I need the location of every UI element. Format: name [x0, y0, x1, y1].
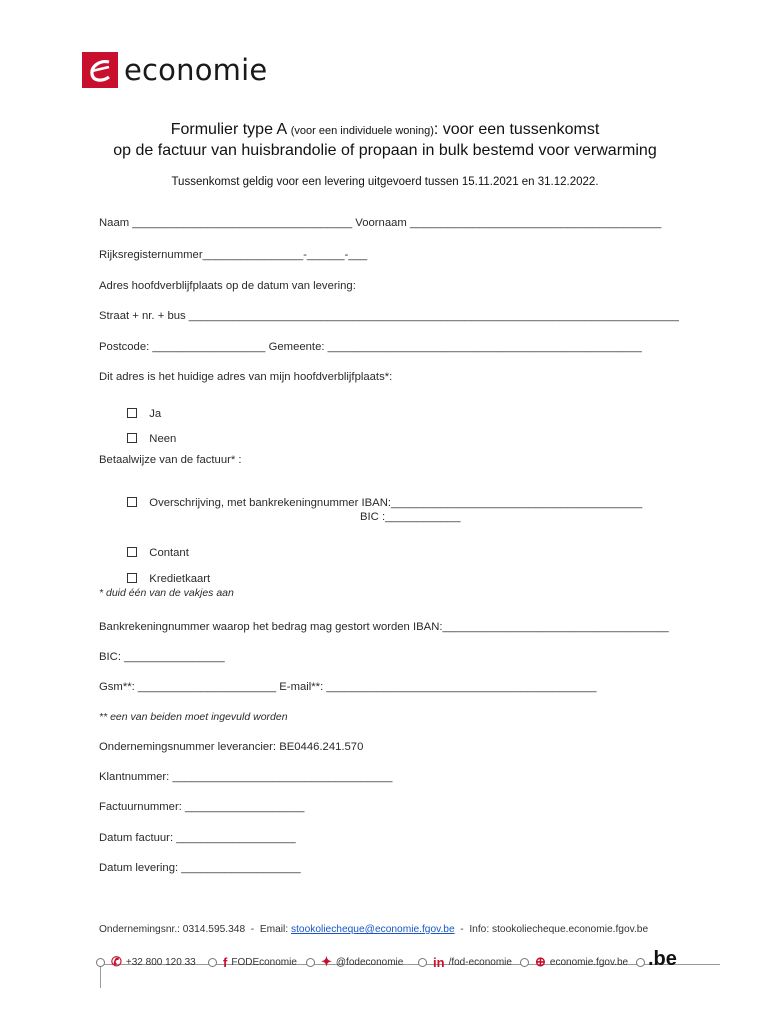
option-contant[interactable]	[121, 535, 189, 559]
phone-icon: ✆	[111, 954, 122, 969]
footer-website-text: economie.fgov.be	[549, 956, 629, 968]
bic-inline-field[interactable]: BIC :____________	[360, 511, 461, 523]
footer-dot	[306, 958, 315, 967]
footer-facebook[interactable]	[208, 952, 297, 972]
bic-field[interactable]: BIC: ________________	[99, 651, 225, 663]
checkbox-neen[interactable]	[127, 433, 137, 443]
title-small: (voor een individuele woning)	[290, 125, 434, 137]
be-logo: .be	[648, 948, 677, 970]
note-one-box: * duid één van de vakjes aan	[99, 587, 234, 599]
option-neen-label: Neen	[149, 433, 177, 445]
postcode-gemeente-field[interactable]: Postcode: __________________ Gemeente: __________________________________________________	[99, 341, 642, 353]
footer-linkedin[interactable]	[418, 952, 512, 972]
economie-logo-mark	[82, 52, 118, 88]
klantnummer-field[interactable]: Klantnummer: ___________________________________	[99, 771, 393, 783]
footer-website[interactable]	[520, 952, 628, 972]
title-rest: : voor een tussenkomst	[433, 121, 600, 138]
footer-facebook-text: FODEconomie	[231, 956, 297, 968]
footer-linkedin-text: /fod-economie	[448, 956, 512, 968]
bankrekening-field[interactable]: Bankrekeningnummer waarop het bedrag mag gestort worden IBAN:____________________________________	[99, 621, 669, 633]
checkbox-contant[interactable]	[127, 547, 137, 557]
title-main: Formulier type A	[170, 121, 291, 138]
ondernemingsnummer-text: Ondernemingsnummer leverancier: BE0446.241.570	[99, 741, 364, 753]
footer-dot	[418, 958, 427, 967]
option-kredietkaart-label: Kredietkaart	[149, 573, 211, 585]
checkbox-overschrijving[interactable]	[127, 497, 137, 507]
footer-phone-text: +32 800 120 33	[125, 956, 196, 968]
rijksregisternummer-field[interactable]: Rijksregisternummer________________-______-___	[99, 249, 368, 261]
footer-dot	[96, 958, 105, 967]
option-overschrijving-label: Overschrijving, met bankrekeningnummer IBAN:________________________________________	[149, 497, 643, 509]
footer-info-prefix: Ondernemingsnr.: 0314.595.348 - Email:	[99, 924, 291, 935]
huidige-adres-question: Dit adres is het huidige adres van mijn hoofdverblijfplaats*:	[99, 371, 393, 383]
form-subtitle: Tussenkomst geldig voor een levering uitgevoerd tussen 15.11.2021 en 31.12.2022.	[171, 176, 599, 188]
twitter-icon: ✦	[321, 954, 332, 969]
gsm-email-field[interactable]: Gsm**: ______________________ E-mail**: ___________________________________________	[99, 681, 597, 693]
factuurnummer-field[interactable]: Factuurnummer: ___________________	[99, 801, 305, 813]
option-overschrijving[interactable]	[121, 485, 642, 509]
footer-info-suffix: - Info: stookoliecheque.economie.fgov.be	[454, 924, 649, 935]
option-ja[interactable]	[121, 396, 161, 420]
form-title-line2: op de factuur van huisbrandolie of propaan in bulk bestemd voor verwarming	[113, 142, 657, 159]
form-title-line1	[0, 121, 770, 139]
footer-dot	[636, 958, 645, 967]
linkedin-icon: in	[433, 954, 445, 970]
note-contact: ** een van beiden moet ingevuld worden	[99, 711, 288, 723]
footer-twitter-text: @fodeconomie	[335, 956, 404, 968]
option-contant-label: Contant	[149, 547, 189, 559]
footer-twitter[interactable]	[306, 952, 403, 972]
footer-dot	[520, 958, 529, 967]
economie-logo-text: economie	[124, 53, 268, 87]
checkbox-kredietkaart[interactable]	[127, 573, 137, 583]
naam-voornaam-field[interactable]: Naam ___________________________________ Voornaam ________________________________________	[99, 217, 662, 229]
globe-icon: ⊕	[535, 954, 546, 969]
footer-info	[99, 924, 648, 935]
facebook-icon: f	[223, 954, 228, 970]
datum-levering-field[interactable]: Datum levering: ___________________	[99, 862, 301, 874]
straat-field[interactable]: Straat + nr. + bus ______________________________________________________________________________	[99, 310, 679, 322]
option-neen[interactable]	[121, 421, 176, 445]
datum-factuur-field[interactable]: Datum factuur: ___________________	[99, 832, 296, 844]
option-ja-label: Ja	[149, 408, 162, 420]
footer-phone[interactable]	[96, 952, 196, 972]
economie-logo	[82, 52, 267, 88]
betaalwijze-question: Betaalwijze van de factuur* :	[99, 454, 242, 466]
checkbox-ja[interactable]	[127, 408, 137, 418]
footer-dot	[208, 958, 217, 967]
footer-email-link[interactable]: stookoliecheque@economie.fgov.be	[290, 924, 455, 935]
adres-label: Adres hoofdverblijfplaats op de datum van levering:	[99, 280, 356, 292]
option-kredietkaart[interactable]	[121, 561, 210, 585]
